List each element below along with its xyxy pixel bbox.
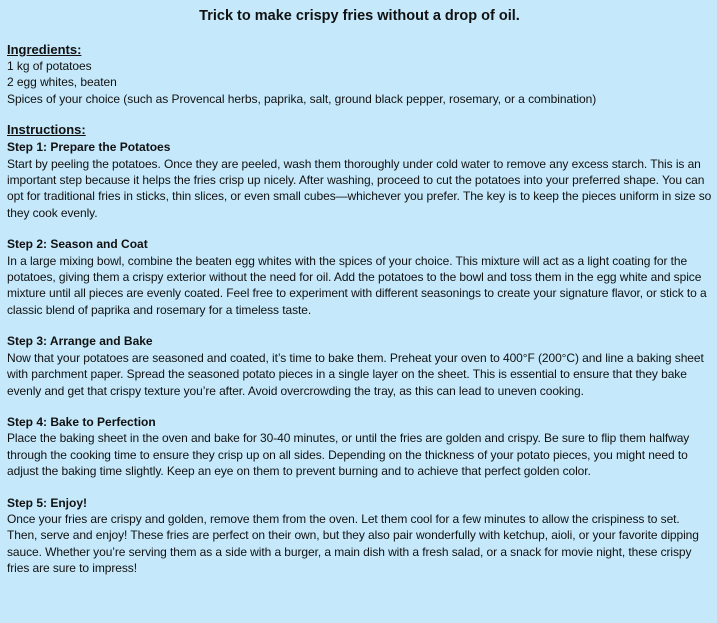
instructions-section xyxy=(7,121,712,576)
step-5 xyxy=(7,495,712,577)
ingredients-heading: Ingredients: xyxy=(7,42,82,57)
step-body: Start by peeling the potatoes. Once they are peeled, wash them thoroughly under cold water to remove any excess starch. This is an important step because it helps the fries crisp up nicely. After washing, proceed to cut the potatoes into your preferred shape. You can opt for traditional fries in sticks, thin slices, or even small cubes—whichever you prefer. The key is to keep the pieces uniform in size so they cook evenly. xyxy=(7,156,712,220)
ingredient-item: Spices of your choice (such as Provencal herbs, paprika, salt, ground black pepper, rosemary, or a combination) xyxy=(7,91,597,106)
step-body: Now that your potatoes are seasoned and coated, it’s time to bake them. Preheat your oven to 400°F (200°C) and line a baking sheet with parchment paper. Spread the seasoned potato pieces in a single layer on the sheet. This is essential to ensure that they bake evenly and get that crispy texture you’re after. Avoid overcrowding the tray, as this can lead to uneven cooking. xyxy=(7,350,704,398)
ingredient-item: 2 egg whites, beaten xyxy=(7,75,117,90)
step-title: Step 1: Prepare the Potatoes xyxy=(7,140,171,155)
steps-list xyxy=(7,139,712,576)
step-1 xyxy=(7,139,712,221)
step-body: Place the baking sheet in the oven and bake for 30-40 minutes, or until the fries are golden and crispy. Be sure to flip them halfway through the cooking time to ensure they crisp up on all sides. Depending on the thickness of your potato pieces, you might need to adjust the baking time slightly. Keep an eye on them to prevent burning and to achieve that perfect golden color. xyxy=(7,431,690,479)
step-body: Once your fries are crispy and golden, remove them from the oven. Let them cool for a few minutes to allow the crispiness to set. Then, serve and enjoy! These fries are perfect on their own, but they also pair wonderfully with ketchup, aioli, or your favorite dipping sauce. Whether you’re serving them as a side with a burger, a main dish with a fresh salad, or a snack for movie night, these crispy fries are sure to impress! xyxy=(7,511,699,576)
ingredient-item: 1 kg of potatoes xyxy=(7,59,92,73)
step-body: In a large mixing bowl, combine the beaten egg whites with the spices of your choice. This mixture will act as a light coating for the potatoes, giving them a crispy exterior without the need for oil. Add the potatoes to the bowl and toss them in the egg white and spice mixture until all pieces are evenly coated. Feel free to experiment with different seasonings to create your signature flavor, or stick to a classic blend of paprika and rosemary for a timeless taste. xyxy=(7,253,707,317)
ingredients-section xyxy=(7,41,712,107)
step-3 xyxy=(7,333,712,399)
step-title: Step 2: Season and Coat xyxy=(7,237,148,252)
page-title: Trick to make crispy fries without a drop of oil. xyxy=(199,8,520,24)
step-4 xyxy=(7,414,712,480)
step-2 xyxy=(7,236,712,318)
instructions-heading: Instructions: xyxy=(7,122,86,138)
step-title: Step 5: Enjoy! xyxy=(7,495,88,510)
step-title: Step 3: Arrange and Bake xyxy=(7,334,153,349)
step-title: Step 4: Bake to Perfection xyxy=(7,414,156,429)
